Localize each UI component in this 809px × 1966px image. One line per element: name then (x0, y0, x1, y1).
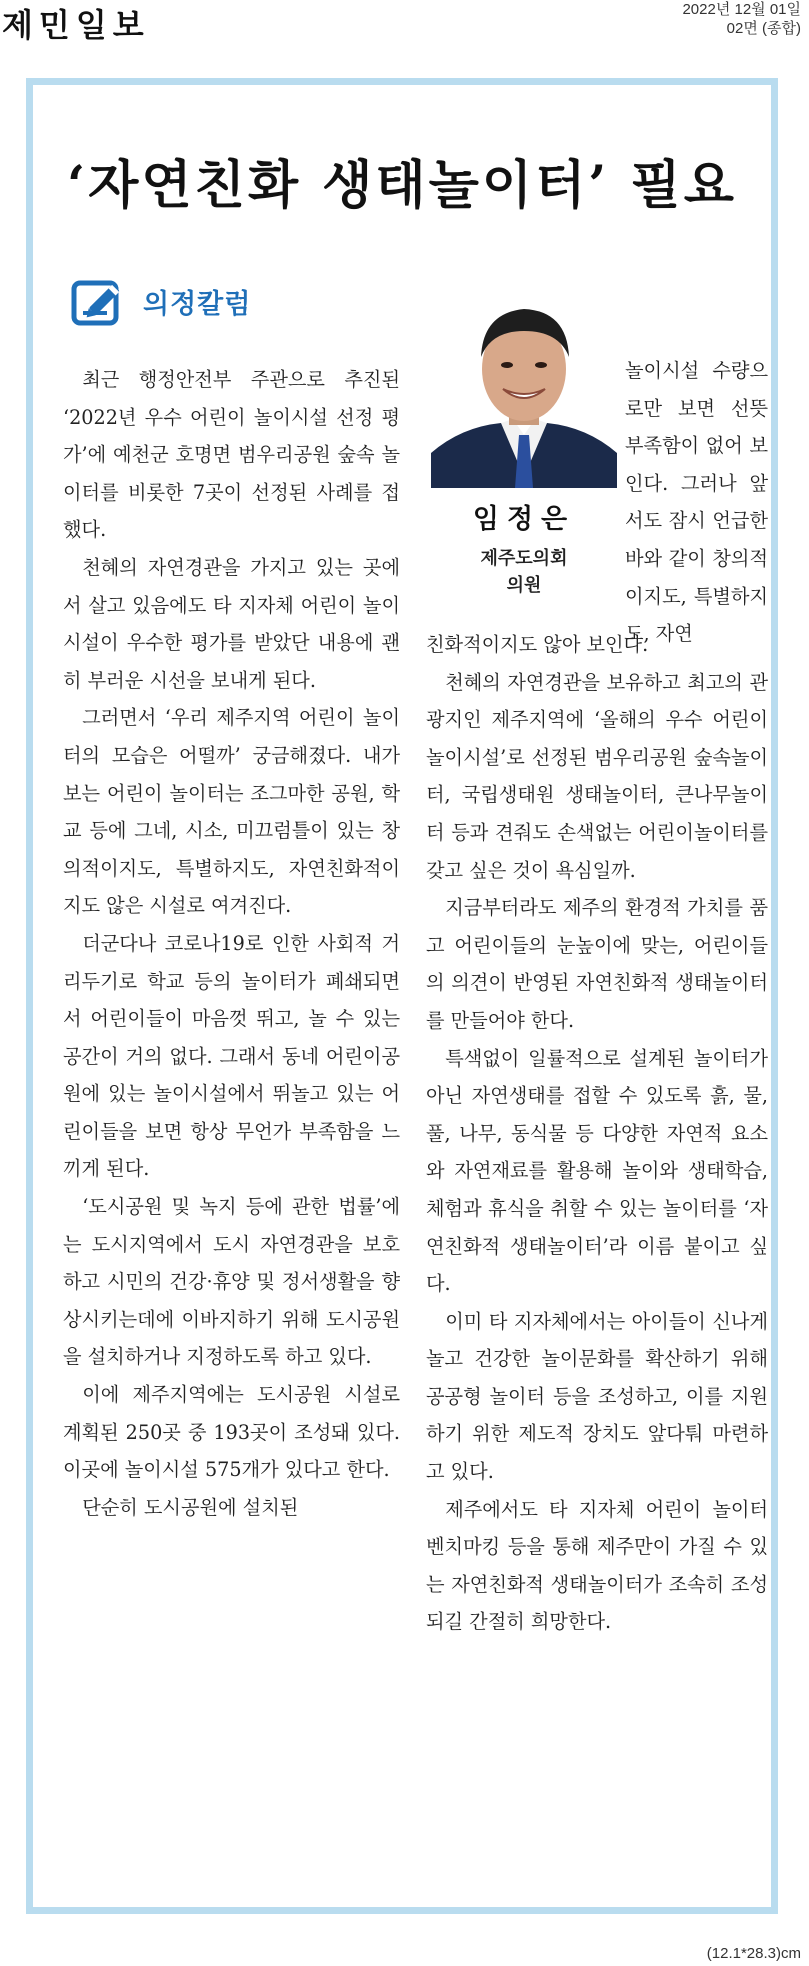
author-title (431, 545, 617, 599)
headline: ‘자연친화 생태놀이터’ 필요 (67, 155, 737, 216)
paragraph: 제주에서도 타 지자체 어린이 놀이터 벤치마킹 등을 통해 제주만이 가질 수 있는 자연친화적 생태놀이터가 조속히 조성되길 간절히 희망한다. (426, 1497, 768, 1634)
article-column-right-top (625, 352, 768, 653)
paragraph: 단순히 도시공원에 설치된 (82, 1495, 299, 1519)
paragraph: 지금부터라도 제주의 환경적 가치를 품고 어린이들의 눈높이에 맞는, 어린이들의 의견이 반영된 자연친화적 생태놀이터를 만들어야 한다. (426, 896, 768, 1032)
paragraph: 그러면서 ‘우리 제주지역 어린이 놀이터의 모습은 어떨까’ 궁금해졌다. 내가 보는 어린이 놀이터는 조그마한 공원, 학교 등에 그네, 시소, 미끄럼틀이 있는 창의적이지도, 특별하지도, 자연친화적이지도 않은 시설로 여겨진다. (63, 706, 400, 918)
article-size: (12.1*28.3)cm (706, 1945, 801, 1962)
paragraph: 특색없이 일률적으로 설계된 놀이터가 아닌 자연생태를 접할 수 있도록 흙, 물, 풀, 나무, 동식물 등 다양한 자연적 요소와 자연재료를 활용해 놀이와 생태학습, 체험과 휴식을 취할 수 있는 놀이터를 ‘자연친화적 생태놀이터’라 이름 붙이고 싶다. (426, 1046, 768, 1296)
paragraph: 천혜의 자연경관을 보유하고 최고의 관광지인 제주지역에 ‘올해의 우수 어린이놀이시설’로 선정된 범우리공원 숲속놀이터, 국립생태원 생태놀이터, 큰나무놀이터 등과 견줘도 손색없는 어린이놀이터를 갖고 싶은 것이 욕심일까. (426, 670, 768, 882)
article-column-left (63, 361, 400, 1526)
paragraph: 이미 타 지자체에서는 아이들이 신나게 놀고 건강한 놀이문화를 확산하기 위해 공공형 놀이터 등을 조성하고, 이를 지원하기 위한 제도적 장치도 앞다퉈 마련하고 있다. (426, 1309, 768, 1484)
section-tag (71, 275, 251, 327)
publish-date: 2022년 12월 01일 (682, 1, 801, 18)
page-section: 02면 (종합) (726, 20, 801, 37)
dateline (682, 0, 801, 38)
paragraph: 최근 행정안전부 주관으로 추진된 ‘2022년 우수 어린이 놀이시설 선정 평가’에 예천군 호명면 범우리공원 숲속 놀이터를 비롯한 7곳이 선정된 사례를 접했다. (63, 368, 400, 542)
paragraph: ‘도시공원 및 녹지 등에 관한 법률’에는 도시지역에서 도시 자연경관을 보호하고 시민의 건강·휴양 및 정서생활을 향상시키는데에 이바지하기 위해 도시공원을 설치하거나 지정하도록 하고 있다. (63, 1195, 400, 1369)
paragraph: 이에 제주지역에는 도시공원 시설로 계획된 250곳 중 193곳이 조성돼 있다. 이곳에 놀이시설 575개가 있다고 한다. (63, 1383, 400, 1482)
author-role: 의원 (506, 575, 542, 595)
author-name: 임정은 (472, 504, 576, 535)
author-photo (431, 277, 617, 488)
article-frame (26, 78, 778, 1914)
paragraph: 천혜의 자연경관을 가지고 있는 곳에서 살고 있음에도 타 지자체 어린이 놀이시설이 우수한 평가를 받았단 내용에 괜히 부러운 시선을 보내게 된다. (63, 555, 400, 692)
paragraph: 놀이시설 수량으로만 보면 선뜻 부족함이 없어 보인다. 그러나 앞서도 잠시 언급한 바와 같이 창의적이지도, 특별하지도, 자연 (625, 359, 768, 646)
article-column-right (426, 626, 768, 1641)
pencil-note-icon (71, 275, 129, 327)
author-affiliation: 제주도의회 (480, 548, 568, 568)
portrait-image (431, 277, 617, 488)
paragraph: 친화적이지도 않아 보인다. (426, 633, 649, 656)
section-label: 의정칼럼 (143, 288, 252, 319)
paragraph: 더군다나 코로나19로 인한 사회적 거리두기로 학교 등의 놀이터가 폐쇄되면서 어린이들이 마음껏 뛰고, 놀 수 있는 공간이 거의 없다. 그래서 동네 어린이공원에 있는 놀이시설에서 뛰놀고 있는 어린이들을 보면 항상 무언가 부족함을 느끼게 된다. (63, 931, 400, 1181)
masthead: 제민일보 (2, 6, 150, 44)
